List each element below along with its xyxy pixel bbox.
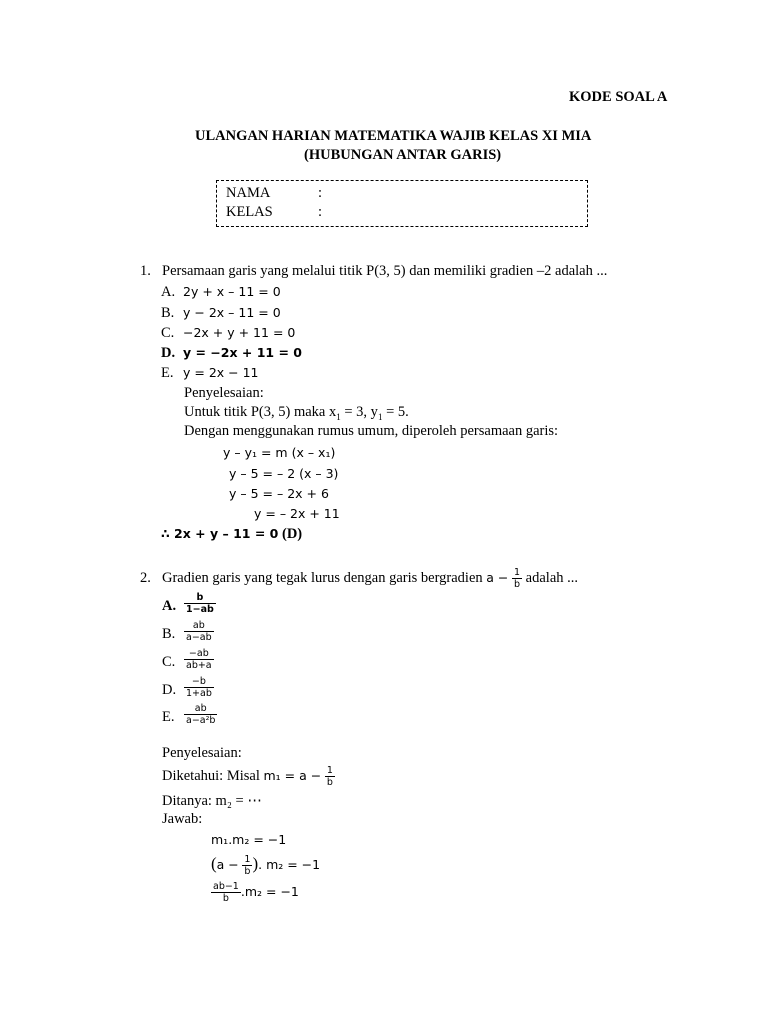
q2-number: 2. (140, 570, 151, 586)
q2-known: Diketahui: Misal m₁ = a − $\frac{1}{b}$ (162, 765, 333, 789)
exam-subtitle: (HUBUNGAN ANTAR GARIS) (304, 147, 502, 163)
q1-number: 1. (140, 263, 151, 279)
q1-solution-label: Penyelesaian: (184, 385, 264, 401)
q2-step-2: (a − $\frac{1}{b}$ ). m₂ = −1 (211, 854, 321, 878)
q1-conclusion: ∴ 2x + y – 11 = 0 (D) (161, 526, 303, 542)
class-label: KELAS (226, 204, 273, 220)
q2-option-a-letter: A. (162, 598, 177, 614)
q2-option-d: $\frac{-b}{1+ab}$ (186, 676, 212, 699)
q1-option-c: −2x + y + 11 = 0 (183, 325, 296, 340)
q2-option-d-letter: D. (162, 682, 177, 698)
name-label: NAMA (226, 185, 271, 201)
class-colon: : (318, 204, 323, 220)
q2-option-e: $\frac{ab}{\text{a−a²b}}$ (186, 703, 216, 726)
q2-solution-label: Penyelesaian: (162, 745, 242, 761)
exam-title: ULANGAN HARIAN MATEMATIKA WAJIB KELAS XI MIA (195, 128, 592, 144)
q2-option-e-letter: E. (162, 709, 175, 725)
name-colon: : (318, 185, 323, 201)
q1-option-a-letter: A. (161, 284, 176, 300)
q2-option-a: $\frac{b}{1-ab}$ (186, 592, 214, 615)
exam-code: KODE SOAL A (569, 89, 668, 105)
q2-option-c-letter: C. (162, 654, 176, 670)
q1-option-c-letter: C. (161, 325, 175, 341)
q2-step-1: m₁.m₂ = −1 (211, 832, 287, 847)
q2-question: Gradien garis yang tegak lurus dengan garis bergradien a − $\frac{1}{b}$ adalah ... (162, 567, 579, 591)
q2-asked: Ditanya: m₂ = ⋯ (162, 793, 262, 809)
q1-solution-line1: Untuk titik P(3, 5) maka $x_1 = 3$, $y_1 = 5$. (184, 404, 409, 422)
q2-question-fraction: $\frac{1}{b}$ (514, 567, 521, 591)
q1-question: Persamaan garis yang melalui titik P(3, 5) dan memiliki gradien –2 adalah ... (162, 263, 608, 279)
q1-option-b-letter: B. (161, 305, 175, 321)
q2-step-3: $\frac{ab-1}{b}$ .m₂ = −1 (213, 881, 299, 905)
q1-option-d: y = −2x + 11 = 0 (183, 345, 303, 360)
q1-option-b: y − 2x – 11 = 0 (183, 305, 281, 320)
q2-answer-label: Jawab: (162, 811, 203, 827)
q2-option-b-letter: B. (162, 626, 176, 642)
q1-option-e: y = 2x − 11 (183, 365, 259, 380)
q2-option-c: $\frac{-ab}{ab+a}$ (186, 648, 212, 671)
q1-solution-line2: Dengan menggunakan rumus umum, diperoleh persamaan garis: (184, 423, 559, 439)
q1-option-d-letter: D. (161, 345, 176, 361)
q1-step-3: y – 5 = – 2x + 6 (229, 486, 329, 501)
q1-option-e-letter: E. (161, 365, 174, 381)
q2-option-b: $\frac{ab}{a-ab}$ (186, 620, 212, 643)
q1-step-4: y = – 2x + 11 (254, 506, 340, 521)
q1-step-1: y – y₁ = m (x – x₁) (223, 445, 336, 460)
q1-option-a: 2y + x – 11 = 0 (183, 284, 281, 299)
q1-step-2: y – 5 = – 2 (x – 3) (229, 466, 339, 481)
